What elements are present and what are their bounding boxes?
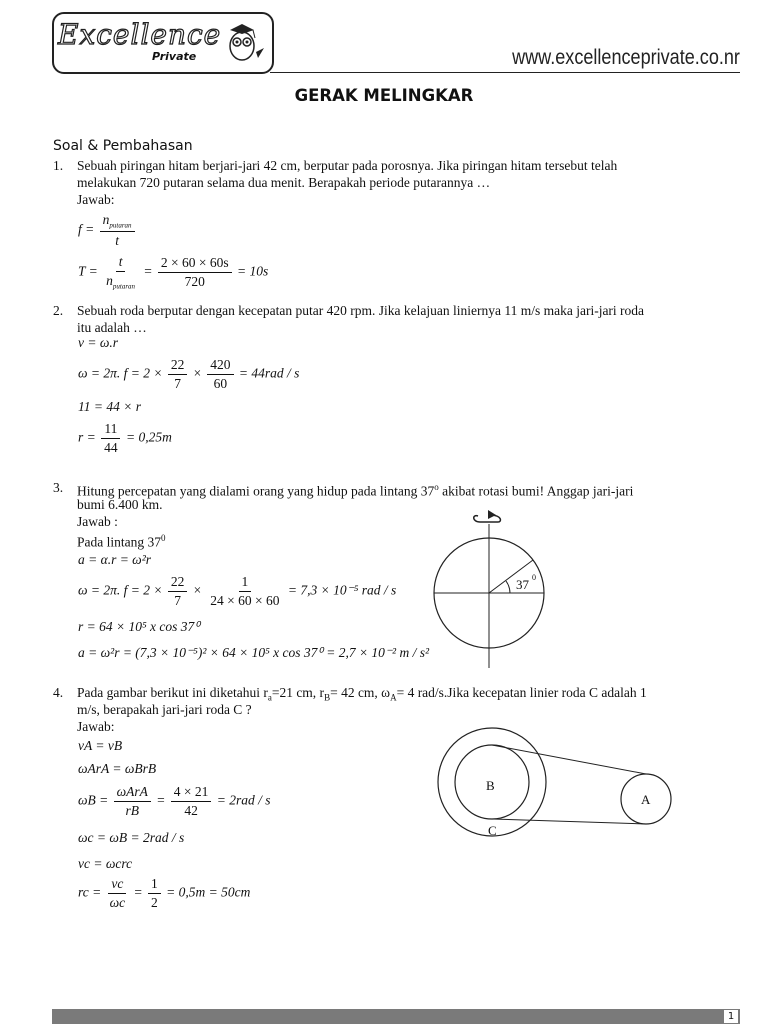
wheel-a-label: A bbox=[641, 792, 651, 807]
equation: r = 64 × 10⁵ x cos 37⁰ bbox=[78, 619, 200, 634]
latitude-label: Pada lintang $37^0$ bbox=[77, 533, 166, 550]
page-title: GERAK MELINGKAR bbox=[294, 86, 474, 105]
answer-label: Jawab: bbox=[77, 719, 115, 734]
angle-label-sup: 0 bbox=[532, 573, 536, 582]
equation: rc = $\frac{vc}{\omega c}$ = $\frac{1}{2}$ = 0,5m = 50cm bbox=[78, 876, 251, 910]
belt-bottom bbox=[492, 819, 646, 824]
equation: vA = vB bbox=[78, 738, 123, 753]
problem-text: m/s, berapakah jari-jari roda C ? bbox=[77, 702, 252, 717]
problem-text: Hitung percepatan yang dialami orang yang hidup pada lintang 37$^o$ akibat rotasi bumi! Anggap jari-jari bbox=[77, 482, 634, 499]
header-rule bbox=[270, 72, 740, 73]
equation: a = α.r = ω²r bbox=[78, 552, 152, 567]
problem-text: itu adalah … bbox=[77, 320, 147, 335]
equation: ω = 2π. f = 2 × $\frac{22}{7}$ × $\frac{420}{60}$ = 44rad / s bbox=[78, 357, 300, 391]
equation: ωc = ωB = 2rad / s bbox=[78, 830, 185, 845]
earth-rotation-diagram bbox=[430, 506, 560, 672]
answer-label: Jawab : bbox=[77, 514, 118, 529]
equation: v = ω.r bbox=[78, 335, 119, 350]
answer-label: Jawab: bbox=[77, 192, 115, 207]
equation: f = $\frac{n_{putaran}}{t}$ bbox=[78, 212, 137, 249]
rotation-arrow-icon bbox=[474, 515, 501, 522]
equation: ωArA = ωBrB bbox=[78, 761, 157, 776]
problem-text: melakukan 720 putaran selama dua menit. Berapakah periode putarannya … bbox=[77, 175, 491, 190]
equation: r = $\frac{11}{44}$ = 0,25m bbox=[78, 421, 172, 455]
problem-number: 2. bbox=[53, 303, 64, 318]
problem-text: bumi 6.400 km. bbox=[77, 497, 163, 512]
equation: T = $\frac{t}{n_{putaran}}$ = $\frac{2 \times 60 \times 60s}{720}$ = 10s bbox=[78, 254, 269, 291]
belt-top bbox=[492, 745, 646, 774]
problem-number: 3. bbox=[53, 480, 64, 495]
section-title: Soal & Pembahasan bbox=[53, 138, 193, 154]
footer-bar bbox=[52, 1009, 740, 1024]
equation: ωB = $\frac{\text{ωArA}}{rB}$ = $\frac{4 \times 21}{42}$ = 2rad / s bbox=[78, 784, 271, 818]
angle-label: 37 bbox=[516, 577, 529, 592]
problem-number: 1. bbox=[53, 158, 64, 173]
equation: ω = 2π. f = 2 × $\frac{22}{7}$ × $\frac{1}{24 \times 60 \times 60}$ = 7,3 × 10⁻⁵ rad / s bbox=[78, 574, 397, 608]
logo-subtext: Private bbox=[152, 50, 197, 63]
wheels-belt-diagram bbox=[430, 724, 680, 844]
website-url: www.excellenceprivate.co.nr bbox=[512, 46, 740, 69]
problem-text: Sebuah piringan hitam berjari-jari 42 cm, berputar pada porosnya. Jika piringan hitam tersebut telah bbox=[77, 158, 618, 173]
logo-text: Excellence bbox=[58, 18, 222, 51]
owl-logo-icon bbox=[222, 18, 266, 64]
equation: vc = ωcrc bbox=[78, 856, 133, 871]
problem-number: 4. bbox=[53, 685, 64, 700]
equation: a = ω²r = (7,3 × 10⁻⁵)² × 64 × 10⁵ x cos 37⁰ = 2,7 × 10⁻² m / s² bbox=[78, 645, 430, 660]
wheel-c-label: C bbox=[488, 823, 497, 838]
problem-text: Pada gambar berikut ini diketahui $r_a=21$ cm, $r_B= 42$ cm, $\omega_A= 4$ rad/s.Jika kecepatan linier roda C adalah 1 bbox=[77, 685, 647, 703]
wheel-b-label: B bbox=[486, 778, 495, 793]
equation: 11 = 44 × r bbox=[78, 399, 141, 414]
page-number: 1 bbox=[724, 1010, 738, 1023]
problem-text: Sebuah roda berputar dengan kecepatan putar 420 rpm. Jika kelajuan liniernya 11 m/s maka jari-jari roda bbox=[77, 303, 645, 318]
